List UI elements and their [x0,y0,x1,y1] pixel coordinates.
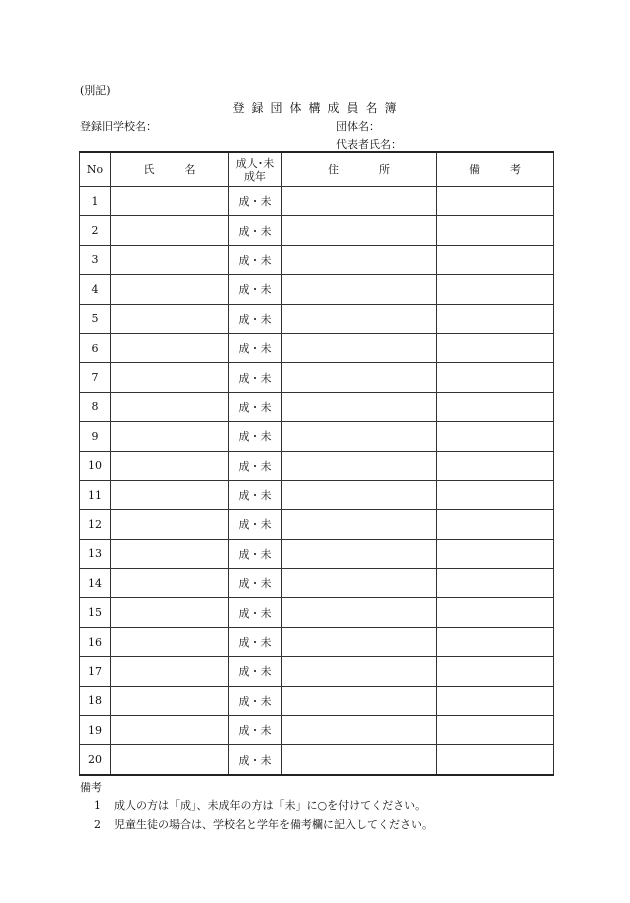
table-row [80,187,554,216]
cell-remarks[interactable] [437,422,554,451]
cell-no: 8 [80,392,111,421]
cell-remarks[interactable] [437,363,554,392]
cell-remarks[interactable] [437,304,554,333]
cell-name[interactable] [111,187,229,216]
note-text: 成人の方は「成」、未成年の方は「未」に○を付けてください。 [114,799,427,812]
cell-remarks[interactable] [437,598,554,627]
school-name-label: 登録旧学校名： [80,120,157,133]
cell-address[interactable] [282,598,437,627]
cell-remarks[interactable] [437,657,554,686]
cell-address[interactable] [282,187,437,216]
cell-no: 17 [80,657,111,686]
cell-remarks[interactable] [437,539,554,568]
cell-address[interactable] [282,451,437,480]
cell-address[interactable] [282,480,437,509]
cell-adult-status[interactable]: 成・未 [229,745,282,775]
cell-adult-status[interactable]: 成・未 [229,569,282,598]
cell-no: 16 [80,627,111,656]
note-item [94,816,433,832]
note-number: 2 [94,818,101,831]
note-item [94,797,426,813]
representative-name-label: 代表者氏名： [336,138,402,151]
annex-label: (別記) [80,84,111,97]
cell-address[interactable] [282,216,437,245]
cell-address[interactable] [282,510,437,539]
table-row [80,304,554,333]
table-row [80,333,554,362]
cell-name[interactable] [111,304,229,333]
table-row [80,480,554,509]
cell-adult-status[interactable]: 成・未 [229,716,282,745]
cell-address[interactable] [282,686,437,715]
cell-adult-status[interactable]: 成・未 [229,539,282,568]
table-row [80,569,554,598]
cell-name[interactable] [111,216,229,245]
page-title: 登録団体構成員名簿 [232,101,404,115]
note-text: 児童生徒の場合は、学校名と学年を備考欄に記入してください。 [114,818,433,831]
cell-no: 2 [80,216,111,245]
cell-remarks[interactable] [437,627,554,656]
cell-no: 19 [80,716,111,745]
cell-remarks[interactable] [437,745,554,775]
cell-remarks[interactable] [437,216,554,245]
table-row [80,598,554,627]
cell-adult-status[interactable]: 成・未 [229,363,282,392]
cell-name[interactable] [111,510,229,539]
table-row [80,510,554,539]
table-row [80,392,554,421]
cell-remarks[interactable] [437,451,554,480]
cell-adult-status[interactable]: 成・未 [229,187,282,216]
cell-no: 7 [80,363,111,392]
cell-adult-status[interactable]: 成・未 [229,422,282,451]
cell-adult-status[interactable]: 成・未 [229,451,282,480]
table-row [80,451,554,480]
cell-adult-status[interactable]: 成・未 [229,627,282,656]
cell-name[interactable] [111,539,229,568]
cell-address[interactable] [282,657,437,686]
header-address: 住所 [282,152,437,187]
cell-remarks[interactable] [437,686,554,715]
table-row [80,275,554,304]
cell-name[interactable] [111,657,229,686]
cell-address[interactable] [282,745,437,775]
cell-adult-status[interactable]: 成・未 [229,598,282,627]
cell-adult-status[interactable]: 成・未 [229,480,282,509]
cell-name[interactable] [111,275,229,304]
cell-no: 10 [80,451,111,480]
cell-remarks[interactable] [437,275,554,304]
table-row [80,657,554,686]
header-no: No [80,152,111,187]
cell-no: 9 [80,422,111,451]
cell-adult-status[interactable]: 成・未 [229,392,282,421]
cell-no: 12 [80,510,111,539]
cell-remarks[interactable] [437,333,554,362]
cell-address[interactable] [282,716,437,745]
cell-no: 11 [80,480,111,509]
cell-name[interactable] [111,686,229,715]
cell-name[interactable] [111,451,229,480]
cell-adult-status[interactable]: 成・未 [229,304,282,333]
cell-no: 14 [80,569,111,598]
cell-adult-status[interactable]: 成・未 [229,510,282,539]
cell-name[interactable] [111,627,229,656]
header-name: 氏名 [111,152,229,187]
header-adult-line1: 成人･未 [235,156,275,170]
table-row [80,627,554,656]
cell-adult-status[interactable]: 成・未 [229,686,282,715]
cell-adult-status[interactable]: 成・未 [229,245,282,274]
table-row [80,245,554,274]
cell-address[interactable] [282,627,437,656]
cell-no: 3 [80,245,111,274]
cell-name[interactable] [111,569,229,598]
cell-no: 18 [80,686,111,715]
cell-remarks[interactable] [437,245,554,274]
table-row [80,539,554,568]
cell-no: 13 [80,539,111,568]
cell-no: 6 [80,333,111,362]
cell-remarks[interactable] [437,510,554,539]
roster-body [80,187,554,775]
cell-name[interactable] [111,245,229,274]
cell-address[interactable] [282,569,437,598]
cell-address[interactable] [282,363,437,392]
cell-name[interactable] [111,745,229,775]
cell-remarks[interactable] [437,187,554,216]
cell-address[interactable] [282,304,437,333]
cell-address[interactable] [282,333,437,362]
cell-address[interactable] [282,275,437,304]
cell-adult-status[interactable]: 成・未 [229,216,282,245]
header-adult-status [229,152,282,187]
cell-remarks[interactable] [437,480,554,509]
cell-name[interactable] [111,716,229,745]
cell-name[interactable] [111,333,229,362]
cell-address[interactable] [282,245,437,274]
note-number: 1 [94,799,101,812]
cell-no: 4 [80,275,111,304]
cell-adult-status[interactable]: 成・未 [229,333,282,362]
group-name-label: 団体名： [336,120,380,133]
cell-name[interactable] [111,363,229,392]
cell-remarks[interactable] [437,716,554,745]
cell-address[interactable] [282,422,437,451]
cell-no: 1 [80,187,111,216]
notes-heading: 備考 [80,781,102,794]
cell-address[interactable] [282,539,437,568]
cell-name[interactable] [111,422,229,451]
table-row [80,745,554,775]
table-row [80,363,554,392]
cell-adult-status[interactable]: 成・未 [229,657,282,686]
cell-no: 15 [80,598,111,627]
cell-remarks[interactable] [437,569,554,598]
table-row [80,716,554,745]
cell-no: 20 [80,745,111,775]
member-roster-table [79,151,554,776]
table-header-row [80,152,554,187]
cell-remarks[interactable] [437,392,554,421]
header-remarks: 備考 [437,152,554,187]
cell-adult-status[interactable]: 成・未 [229,275,282,304]
header-adult-line2: 成年 [244,169,266,183]
cell-address[interactable] [282,392,437,421]
table-row [80,686,554,715]
cell-name[interactable] [111,480,229,509]
cell-name[interactable] [111,598,229,627]
table-row [80,422,554,451]
cell-name[interactable] [111,392,229,421]
table-row [80,216,554,245]
cell-no: 5 [80,304,111,333]
